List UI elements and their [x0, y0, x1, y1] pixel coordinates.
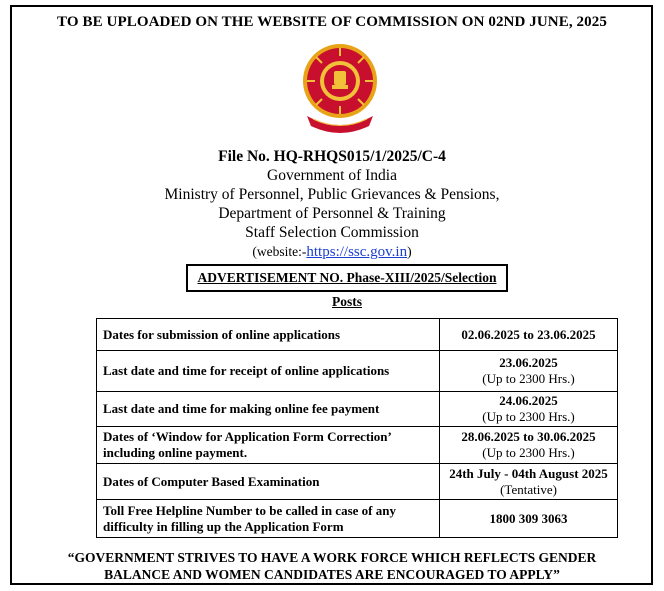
department-line: Department of Personnel & Training	[218, 205, 446, 222]
file-number: File No. HQ-RHQS015/1/2025/C-4	[218, 148, 446, 165]
website-link[interactable]: https://ssc.gov.in	[306, 244, 408, 260]
row-label: Dates for submission of online applications	[97, 319, 440, 351]
gender-balance-note-line2: BALANCE AND WOMEN CANDIDATES ARE ENCOURAGED TO APPLY”	[104, 567, 560, 582]
table-row	[97, 319, 618, 351]
row-value: 24th July - 04th August 2025 (Tentative)	[440, 464, 618, 500]
row-value: 28.06.2025 to 30.06.2025 (Up to 2300 Hrs.)	[440, 427, 618, 464]
gender-balance-note-line1: “GOVERNMENT STRIVES TO HAVE A WORK FORCE WHICH REFLECTS GENDER	[67, 550, 597, 565]
upload-notice: TO BE UPLOADED ON THE WEBSITE OF COMMISSION ON 02ND JUNE, 2025	[57, 14, 607, 30]
advertisement-number: ADVERTISEMENT NO. Phase-XIII/2025/Selection Posts	[186, 264, 508, 292]
row-label: Last date and time for receipt of online applications	[97, 351, 440, 392]
table-row	[97, 351, 618, 392]
commission-line: Staff Selection Commission	[245, 224, 419, 241]
row-label: Dates of ‘Window for Application Form Correction’ including online payment.	[97, 427, 440, 464]
ssc-emblem-icon	[299, 42, 381, 136]
website-suffix: )	[407, 244, 412, 259]
row-value: 23.06.2025 (Up to 2300 Hrs.)	[440, 351, 618, 392]
government-line: Government of India	[267, 167, 397, 184]
row-value: 24.06.2025 (Up to 2300 Hrs.)	[440, 392, 618, 427]
row-label: Toll Free Helpline Number to be called in case of any difficulty in filling up the Application Form	[97, 500, 440, 538]
table-row	[97, 500, 618, 538]
row-value: 1800 309 3063	[440, 500, 618, 538]
row-label: Last date and time for making online fee payment	[97, 392, 440, 427]
ministry-line: Ministry of Personnel, Public Grievances & Pensions,	[164, 186, 500, 203]
table-row	[97, 464, 618, 500]
schedule-table	[96, 318, 618, 538]
website-prefix: (website:-	[252, 244, 307, 259]
row-value: 02.06.2025 to 23.06.2025	[440, 319, 618, 351]
table-row	[97, 392, 618, 427]
website-line	[0, 242, 664, 262]
row-label: Dates of Computer Based Examination	[97, 464, 440, 500]
table-row	[97, 427, 618, 464]
